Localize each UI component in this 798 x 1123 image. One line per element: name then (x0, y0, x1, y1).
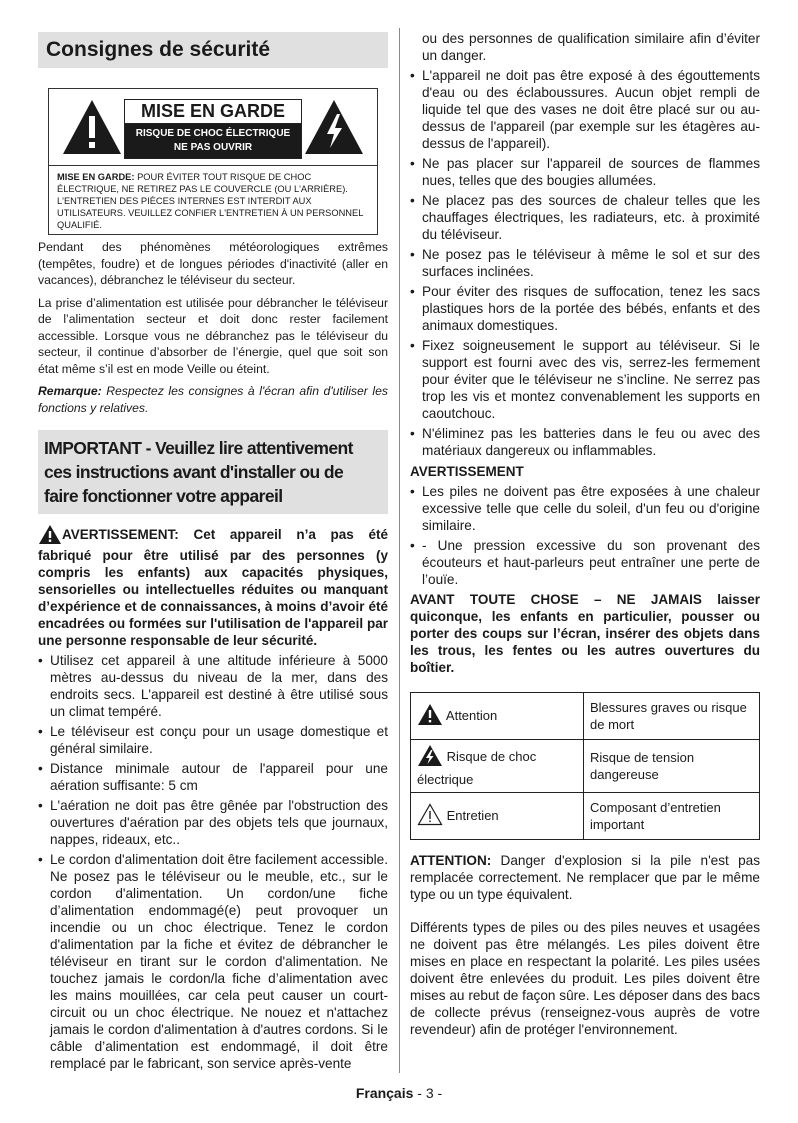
attention-paragraph (410, 852, 760, 903)
attention-text: Danger d'explosion si la pile n'est pas remplacée correctement. Ne remplacer que par le même type ou un type équivalent. (410, 853, 760, 902)
list-item: • Fixez soigneusement le support au téléviseur. Si le support est fourni avec des vis, serrez-les fermement pour éviter que le téléviseur ne s’incline. Ne serrez pas trop les vis et montez convenablement les supports en caoutchouc. (410, 337, 760, 422)
table-cell-desc: Blessures graves ou risque de mort (584, 693, 760, 740)
list-item: • Ne posez pas le téléviseur à même le sol et sur des surfaces inclinées. (410, 246, 760, 280)
right-column (410, 32, 760, 1038)
important-line-3: faire fonctionner votre appareil (44, 486, 283, 506)
table-cell-label (411, 793, 584, 840)
subtitle-line-2: NE PAS OUVRIR (173, 142, 253, 153)
list-item: • Les piles ne doivent pas être exposées à une chaleur excessive telle que celle du soleil, d'un feu ou d'origine similaire. (410, 483, 760, 534)
left-column (38, 32, 388, 1072)
list-item: • N'éliminez pas les batteries dans le feu ou avec des matériaux dangereux ou inflammables. (410, 425, 760, 459)
warning-filled-icon (417, 703, 443, 730)
column-divider (399, 28, 400, 1073)
exclamation-triangle-icon (61, 98, 123, 161)
left-bullet-list (38, 652, 388, 1072)
warning-label: MISE EN GARDE: (57, 172, 135, 182)
warning-box (48, 88, 378, 235)
avertissement-paragraph (38, 524, 388, 649)
table-cell-desc: Risque de tension dangereuse (584, 740, 760, 793)
mise-en-garde-subtitle (125, 124, 301, 158)
paragraph-plug: La prise d’alimentation est utilisée pour débrancher le téléviseur de l’alimentation secteur et doit donc rester facilement accessible. Lorsque vous ne débranchez pas le téléviseur du secteur, il continue d’absorber de l’énergie, quel que soit son état même s’il est en mode Veille ou éteint. (38, 295, 388, 376)
important-line-2: ces instructions avant d'installer ou de (44, 462, 344, 482)
important-box (38, 430, 388, 514)
table-row (411, 740, 760, 793)
list-item: • L'appareil ne doit pas être exposé à des égouttements d'eau ou des éclaboussures. Aucun objet rempli de liquide tel que des vases ne doit être placé sur ou au-dessus de l'appareil (par exemple sur les étagères au-dessus de l'appareil). (410, 67, 760, 152)
table-label: Entretien (446, 807, 499, 823)
subtitle-line-1: RISQUE DE CHOC ÉLECTRIQUE (135, 128, 291, 139)
table-label: Risque de choc électrique (417, 748, 537, 787)
warning-outline-icon (417, 803, 443, 830)
avertissement-label: AVERTISSEMENT: (62, 527, 179, 543)
warning-text-1: POUR ÉVITER TOUT RISQUE DE CHOC ÉLECTRIQUE, NE RETIREZ PAS LE COUVERCLE (OU L'ARRIÈRE). (57, 172, 348, 194)
battery-bullet-list (410, 483, 760, 588)
table-cell-label (411, 693, 584, 740)
list-item: • Ne placez pas des sources de chaleur telles que les chauffages électriques, les radiateurs, etc. à proximité du téléviseur. (410, 192, 760, 243)
paragraph-weather: Pendant des phénomènes météorologiques extrêmes (tempêtes, foudre) et de longues périodes d'inactivité (aller en vacances), débranchez le téléviseur du secteur. (38, 240, 388, 287)
electric-shock-icon (417, 744, 443, 771)
page-number: - 3 - (413, 1085, 443, 1101)
mise-en-garde-title: MISE EN GARDE (125, 100, 301, 124)
table-cell-desc: Composant d’entretien important (584, 793, 760, 840)
attention-label: ATTENTION: (410, 853, 492, 868)
right-bullet-list (410, 67, 760, 459)
list-item: • Pour éviter des risques de suffocation, tenez les sacs plastiques hors de la portée des bébés, enfants et des animaux domestiques. (410, 283, 760, 334)
list-item: • - Une pression excessive du son provenant des écouteurs et haut-parleurs peut entraîner une perte de l’ouïe. (410, 537, 760, 588)
footer-language: Français (355, 1085, 414, 1101)
table-cell-label (411, 740, 584, 793)
lightning-triangle-icon (303, 98, 365, 161)
table-label: Attention (445, 707, 498, 723)
list-item: • Le téléviseur est conçu pour un usage domestique et général similaire. (38, 723, 388, 757)
table-row (411, 693, 760, 740)
page-title: Consignes de sécurité (46, 38, 271, 61)
list-item: • Distance minimale autour de l'appareil pour une aération suffisante: 5 cm (38, 760, 388, 794)
remark-label: Remarque: (38, 384, 102, 398)
list-item: • L'aération ne doit pas être gênée par l'obstruction des ouvertures d'aération par des objets tels que journaux, nappes, rideaux, etc.. (38, 797, 388, 848)
important-line-1: IMPORTANT - Veuillez lire attentivement (44, 438, 353, 458)
mise-en-garde-label (124, 99, 302, 159)
page-footer (0, 1085, 798, 1101)
list-item: • Utilisez cet appareil à une altitude inférieure à 5000 mètres au-dessus du niveau de la mer, dans des endroits secs. L'appareil est destiné à être utilisé sous un climat tempéré. (38, 652, 388, 720)
avertissement-text: Cet appareil n’a pas été fabriqué pour être utilisé par des personnes (y compris les enfants) aux capacités physiques, sensorielles ou intellectuelles réduites ou manquant d’expérience et de connaissances, à moins d’avoir été encadrées ou formées sur l'utilisation de l'appareil par une personne responsable de leur sécurité. (38, 527, 388, 648)
section-title-box (38, 32, 388, 68)
avant-toute-chose-paragraph: AVANT TOUTE CHOSE – NE JAMAIS laisser quiconque, les enfants en particulier, pousser ou porter des coups sur l’écran, insérer des objets dans les trous, les fentes ou les autres ouvertures du boîtier. (410, 592, 760, 675)
avertissement-heading: AVERTISSEMENT (410, 464, 524, 479)
warning-box-text (49, 165, 377, 234)
table-row (411, 793, 760, 840)
list-item: • Le cordon d'alimentation doit être facilement accessible. Ne posez pas le téléviseur ou le meuble, etc., sur le cordon d'alimentation. Un cordon/une fiche d’alimentation endommagé(e) peut provoquer un incendie ou un choc électrique. Tenez le cordon d'alimentation par la fiche et évitez de débrancher le téléviseur en tirant sur le cordon d'alimentation. Ne touchez jamais le cordon/la fiche d’alimentation avec les mains mouillées, car cela peut causer un court-circuit ou un choc électrique. Ne nouez et n'attachez jamais le cordon d'alimentation à d'autres cordons. Si le câble d’alimentation est endommagé, il doit être remplacé par le fabricant, son service après-vente (38, 851, 388, 1072)
remark-text: Respectez les consignes à l'écran afin d'utiliser les fonctions y relatives. (38, 384, 388, 415)
warning-box-header (49, 89, 377, 165)
batteries-paragraph: Différents types de piles ou des piles neuves et usagées ne doivent pas être mélangés. Les piles doivent être mises en place en respectant la polarité. Les piles usées doivent être enlevées du produit. Les piles doivent être mises au rebut de façon sûre. Les déposer dans des bacs de collecte prévus (renseignez-vous auprès de votre revendeur) afin de protéger l'environnement. (410, 920, 760, 1037)
symbols-table (410, 692, 760, 840)
remark (38, 383, 388, 416)
warning-text-2: L'ENTRETIEN DES PIÈCES INTERNES EST INTERDIT AUX UTILISATEURS. VEUILLEZ CONFIER L'ENTRETIEN À UN PERSONNEL QUALIFIÉ. (57, 196, 364, 230)
list-item: • Ne pas placer sur l'appareil de sources de flammes nues, telles que des bougies allumées. (410, 155, 760, 189)
continued-text: ou des personnes de qualification similaire afin d’éviter un danger. (422, 31, 760, 63)
warning-icon (38, 524, 62, 547)
